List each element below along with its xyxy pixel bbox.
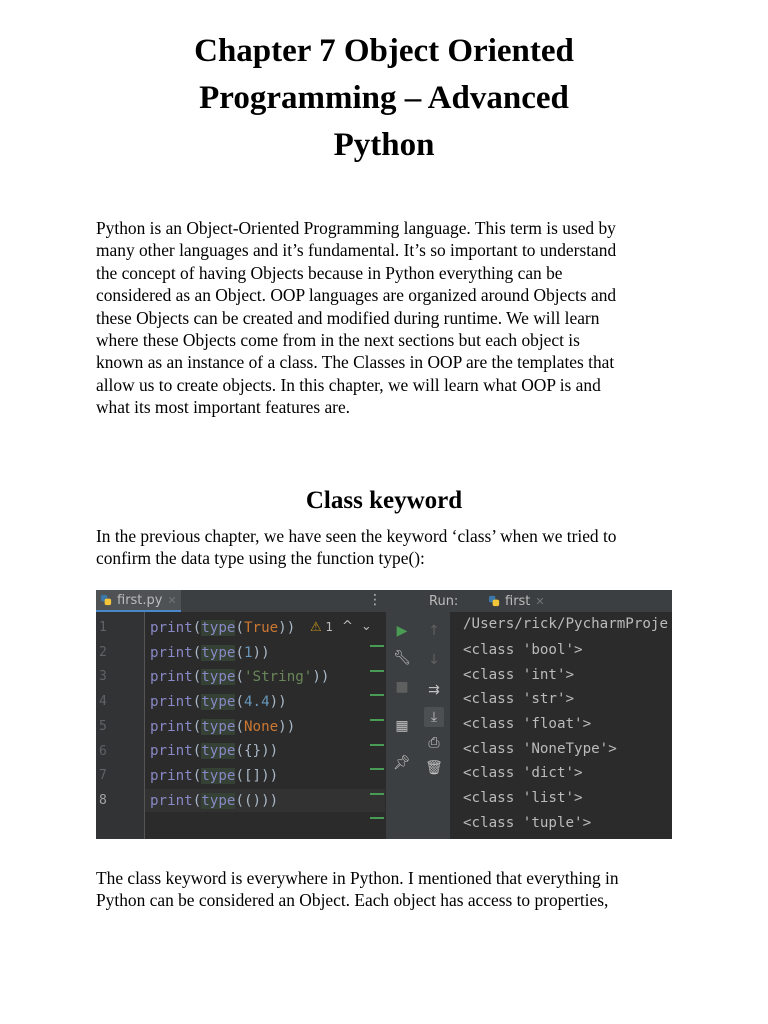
run-label-text: Run:	[429, 593, 459, 609]
text-line: many other languages and it’s fundamental. It’s so important to understand	[96, 240, 617, 261]
console-line: <class 'tuple'>	[463, 815, 592, 831]
code-punct: (	[192, 669, 202, 685]
code-builtin: type	[201, 743, 236, 759]
console-line: <class 'NoneType'>	[463, 741, 617, 757]
pin-icon[interactable]: 📌︎	[393, 755, 411, 771]
code-punct: ))	[269, 694, 287, 710]
change-marker	[370, 694, 384, 696]
more-icon[interactable]: ⋮	[368, 592, 382, 608]
intro-paragraph	[96, 217, 676, 419]
run-icon[interactable]: ▶	[396, 623, 408, 639]
code-punct: (	[192, 768, 202, 784]
code-argument: 4.4	[243, 694, 270, 710]
code-function: print	[150, 793, 193, 809]
scroll-to-end-icon[interactable]: ⤓	[424, 707, 444, 727]
arrow-down-icon[interactable]: ↓	[428, 652, 440, 668]
code-punct: (	[235, 669, 244, 685]
text-line: allow us to create objects. In this chapter, we will learn what OOP is and	[96, 374, 601, 395]
run-label	[429, 590, 458, 612]
code-punct: (	[235, 719, 244, 735]
change-marker	[370, 744, 384, 746]
text-line: where these Objects come from in the next sections but each object is	[96, 330, 580, 351]
line-number: 5	[99, 719, 107, 734]
chevron-down-icon[interactable]: ⌄	[360, 619, 380, 634]
code-punct: (	[192, 694, 202, 710]
text-line: confirm the data type using the function type():	[96, 548, 425, 569]
code-punct: ))	[252, 645, 270, 661]
code-punct: ))	[278, 719, 296, 735]
console-line: <class 'list'>	[463, 790, 583, 806]
console-line: <class 'bool'>	[463, 642, 583, 658]
code-punct: (	[235, 768, 244, 784]
closing-paragraph	[96, 867, 676, 912]
code-line	[150, 669, 329, 685]
close-icon[interactable]: ✕	[535, 594, 545, 608]
code-line	[150, 768, 278, 784]
code-argument: True	[243, 620, 279, 636]
text-line: known as an instance of a class. The Classes in OOP are the templates that	[96, 352, 615, 373]
line-number: 7	[99, 768, 107, 783]
text-line: The class keyword is everywhere in Python. I mentioned that everything in	[96, 868, 619, 888]
change-marker	[370, 645, 384, 647]
change-marker	[370, 793, 384, 795]
code-punct: (	[192, 793, 202, 809]
text-line: what its most important features are.	[96, 397, 351, 418]
code-function: print	[150, 719, 193, 735]
change-marker	[370, 817, 384, 819]
code-argument: 'String'	[243, 669, 313, 685]
print-icon[interactable]: ⎙	[428, 735, 440, 751]
code-argument: 1	[243, 645, 253, 661]
code-argument: None	[243, 719, 279, 735]
chapter-title	[150, 28, 618, 169]
tab-run-first[interactable]	[484, 590, 672, 612]
run-tab-label: first	[505, 593, 531, 609]
code-builtin: type	[201, 669, 236, 685]
chapter-title-line: Chapter 7 Object Oriented	[194, 33, 574, 69]
code-builtin: type	[201, 793, 236, 809]
close-icon[interactable]: ✕	[167, 593, 177, 607]
code-punct: (	[235, 645, 244, 661]
warning-count: 1	[325, 620, 334, 634]
console-line: <class 'float'>	[463, 716, 592, 732]
trash-icon[interactable]: 🗑︎	[425, 760, 443, 776]
run-console[interactable]	[451, 612, 672, 839]
code-punct: (	[192, 645, 202, 661]
line-number: 4	[99, 694, 107, 709]
code-argument: []	[243, 768, 262, 784]
python-run-icon	[488, 595, 501, 608]
console-line: <class 'dict'>	[463, 765, 583, 781]
console-line: <class 'int'>	[463, 667, 575, 683]
section-paragraph	[96, 525, 676, 570]
text-line: these Objects can be created and modified during runtime. We will learn	[96, 307, 600, 328]
console-line: <class 'str'>	[463, 691, 575, 707]
change-marker	[370, 768, 384, 770]
arrow-up-icon[interactable]: ^	[342, 619, 361, 634]
code-punct: (	[235, 793, 244, 809]
code-line	[150, 793, 278, 809]
code-line	[150, 620, 295, 636]
code-function: print	[150, 768, 193, 784]
code-function: print	[150, 620, 193, 636]
console-toolbar	[418, 612, 451, 839]
code-function: print	[150, 743, 193, 759]
code-builtin: type	[201, 620, 236, 636]
code-function: print	[150, 669, 193, 685]
text-line: the concept of having Objects because in Python everything can be	[96, 262, 563, 283]
arrow-up-icon[interactable]: ↑	[428, 623, 440, 639]
editor-tab-label: first.py	[117, 592, 163, 608]
console-line: /Users/rick/PycharmProje	[463, 616, 668, 632]
code-argument: ()	[243, 793, 262, 809]
code-line	[150, 719, 295, 735]
line-number: 6	[99, 744, 107, 759]
chapter-title-line: Python	[333, 127, 435, 163]
change-marker	[370, 670, 384, 672]
line-number: 3	[99, 669, 107, 684]
python-file-icon	[100, 594, 113, 607]
line-number: 1	[99, 620, 107, 635]
code-line	[150, 645, 270, 661]
tab-first-py[interactable]	[96, 590, 181, 612]
section-heading: Class keyword	[305, 487, 463, 514]
code-punct: (	[235, 743, 244, 759]
code-builtin: type	[201, 719, 236, 735]
text-line: Python is an Object-Oriented Programming language. This term is used by	[96, 218, 616, 238]
code-punct: (	[192, 620, 202, 636]
line-number: 2	[99, 645, 107, 660]
tab-bar	[96, 590, 672, 612]
warning-icon: ⚠	[310, 620, 322, 635]
text-line: considered as an Object. OOP languages are organized around Objects and	[96, 285, 617, 306]
code-punct: (	[235, 620, 244, 636]
code-function: print	[150, 694, 193, 710]
change-marker	[370, 719, 384, 721]
text-line: In the previous chapter, we have seen the keyword ‘class’ when we tried to	[96, 526, 617, 546]
code-punct: (	[235, 694, 244, 710]
code-punct: (	[192, 719, 202, 735]
code-argument: {}	[243, 743, 262, 759]
code-punct: ))	[261, 768, 279, 784]
stop-icon[interactable]: ■	[395, 679, 409, 695]
code-punct: ))	[261, 793, 279, 809]
code-punct: (	[192, 743, 202, 759]
wrench-icon[interactable]: 🔧︎	[393, 650, 411, 666]
layout-icon[interactable]: ▦	[395, 718, 409, 734]
chapter-title-line: Programming – Advanced	[199, 80, 569, 116]
code-punct: ))	[312, 669, 330, 685]
code-function: print	[150, 645, 193, 661]
navigate-arrows[interactable]	[342, 619, 380, 634]
text-line: Python can be considered an Object. Each object has access to properties,	[96, 890, 609, 911]
code-punct: ))	[278, 620, 296, 636]
line-number-gutter	[96, 612, 144, 839]
code-line	[150, 743, 278, 759]
run-toolbar	[386, 612, 418, 839]
code-builtin: type	[201, 768, 236, 784]
code-builtin: type	[201, 694, 236, 710]
ide-screenshot	[96, 590, 672, 839]
code-line	[150, 694, 287, 710]
soft-wrap-icon[interactable]: ⇉	[428, 682, 440, 698]
code-builtin: type	[201, 645, 236, 661]
code-punct: ))	[261, 743, 279, 759]
inspection-widget[interactable]	[310, 620, 333, 635]
line-number: 8	[99, 793, 107, 808]
